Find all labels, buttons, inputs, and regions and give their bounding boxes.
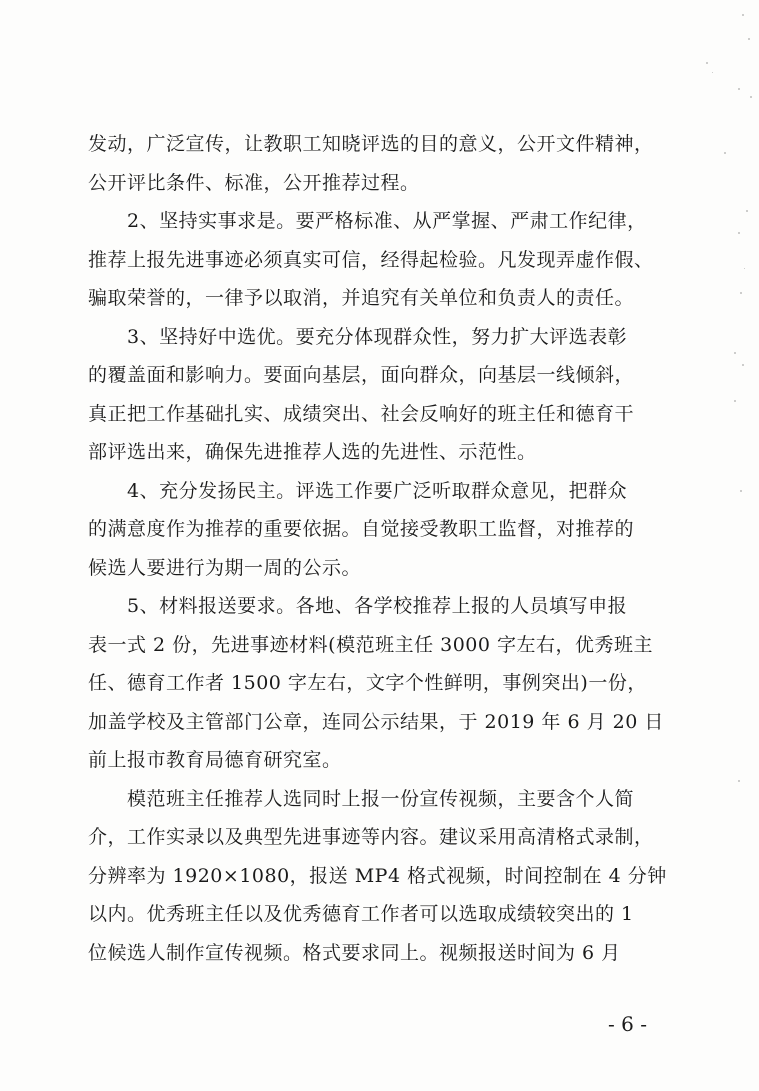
text-line: 候选人要进行为期一周的公示。 bbox=[88, 556, 362, 579]
scan-speck bbox=[738, 232, 740, 234]
text-line: 的覆盖面和影响力。要面向基层，面向群众，向基层一线倾斜， bbox=[88, 364, 635, 386]
text-line: 任、德育工作者 1500 字左右，文字个性鲜明，事例突出)一份， bbox=[88, 672, 647, 694]
text-line: 骗取荣誉的，一律予以取消，并追究有关单位和负责人的责任。 bbox=[88, 287, 635, 309]
scan-speck bbox=[738, 88, 740, 90]
text-line: 推荐上报先进事迹必须真实可信，经得起检验。凡发现弄虚作假、 bbox=[88, 248, 654, 271]
text-line: 以内。优秀班主任以及优秀德育工作者可以选取成绩较突出的 1 bbox=[88, 903, 634, 925]
text-line: 真正把工作基础扎实、成绩突出、社会反响好的班主任和德育干 bbox=[88, 402, 635, 425]
text-line: 部评选出来，确保先进推荐人选的先进性、示范性。 bbox=[88, 441, 537, 463]
text-line: 表一式 2 份，先进事迹材料(模范班主任 3000 字左右，优秀班主 bbox=[88, 633, 654, 656]
text-line: 位候选人制作宣传视频。格式要求同上。视频报送时间为 6 月 bbox=[88, 941, 621, 964]
scan-speck bbox=[734, 400, 736, 402]
scan-speck bbox=[712, 72, 713, 73]
scan-speck bbox=[734, 352, 736, 354]
scan-speck bbox=[706, 62, 708, 64]
scan-speck bbox=[740, 292, 742, 294]
scan-speck bbox=[744, 268, 745, 269]
text-line: 的满意度作为推荐的重要依据。自觉接受教职工监督，对推荐的 bbox=[88, 518, 635, 540]
text-line: 前上报市教育局德育研究室。 bbox=[88, 749, 342, 771]
text-line: 发动，广泛宣传，让教职工知晓评选的目的意义，公开文件精神， bbox=[88, 133, 654, 155]
scan-speck bbox=[724, 152, 726, 154]
scan-speck bbox=[742, 364, 744, 366]
text-line: 4、充分发扬民主。评选工作要广泛听取群众意见，把群众 bbox=[88, 479, 628, 502]
text-line: 模范班主任推荐人选同时上报一份宣传视频，主要含个人简 bbox=[88, 787, 635, 810]
text-line: 介，工作实录以及典型先进事迹等内容。建议采用高清格式录制， bbox=[88, 826, 654, 848]
text-line: 加盖学校及主管部门公章，连同公示结果，于 2019 年 6 月 20 日 bbox=[88, 710, 664, 733]
scan-speck bbox=[742, 14, 744, 16]
scan-speck bbox=[738, 780, 740, 782]
text-line: 3、坚持好中选优。要充分体现群众性，努力扩大评选表彰 bbox=[88, 325, 628, 348]
text-line: 2、坚持实事求是。要严格标准、从严掌握、严肃工作纪律， bbox=[88, 210, 647, 232]
scan-speck bbox=[750, 96, 752, 98]
text-line: 分辨率为 1920×1080，报送 MP4 格式视频，时间控制在 4 分钟 bbox=[88, 864, 667, 887]
text-line: 公开评比条件、标准，公开推荐过程。 bbox=[88, 171, 420, 194]
scan-speck bbox=[748, 38, 750, 40]
text-line: 5、材料报送要求。各地、各学校推荐上报的人员填写申报 bbox=[88, 595, 628, 617]
body-text bbox=[88, 125, 668, 972]
page-number: - 6 - bbox=[608, 1012, 647, 1036]
scan-speck bbox=[746, 210, 748, 212]
scan-speck bbox=[740, 490, 742, 492]
